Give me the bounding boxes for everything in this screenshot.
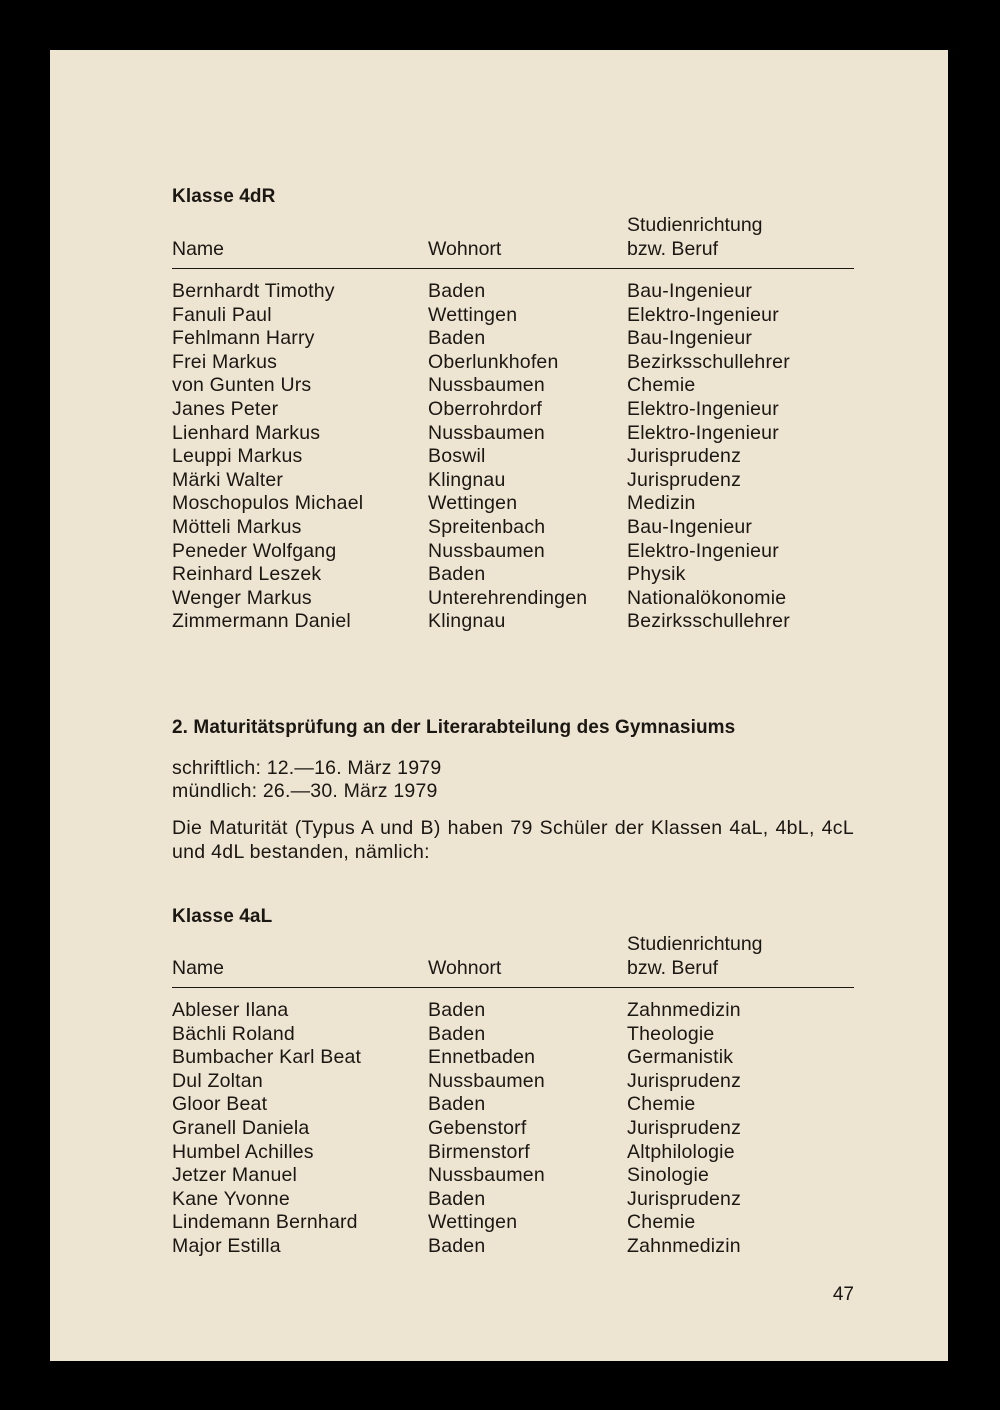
name-cell: Dul Zoltan <box>172 1069 263 1092</box>
wohnort-cell: Klingnau <box>428 610 506 633</box>
table-row <box>172 1235 854 1259</box>
studienrichtung-cell: Physik <box>627 563 686 586</box>
name-cell: Humbel Achilles <box>172 1140 314 1163</box>
name-cell: Ableser Ilana <box>172 999 289 1021</box>
name-cell: Bächli Roland <box>172 1022 295 1045</box>
table-row <box>172 280 854 304</box>
name-cell: Bumbacher Karl Beat <box>172 1046 362 1069</box>
studienrichtung-cell: Nationalökonomie <box>627 586 787 609</box>
name-header-1: Name <box>172 238 225 260</box>
studienrichtung-cell: Bezirksschullehrer <box>627 350 790 373</box>
name-cell: Wenger Markus <box>172 586 312 609</box>
beruf-label: bzw. Beruf <box>627 957 719 979</box>
studienrichtung-cell: Jurisprudenz <box>627 445 742 468</box>
table-row <box>172 1070 854 1094</box>
studienrichtung-cell: Chemie <box>627 1211 696 1234</box>
table-row <box>172 1188 854 1212</box>
studienrichtung-cell: Elektro-Ingenieur <box>627 421 779 444</box>
table-row <box>172 610 854 634</box>
table-row <box>172 327 854 351</box>
studienrichtung-cell: Zahnmedizin <box>627 999 741 1021</box>
table-row <box>172 1023 854 1047</box>
name-cell: Mötteli Markus <box>172 515 302 538</box>
name-cell: Zimmermann Daniel <box>172 610 351 633</box>
table-row <box>172 422 854 446</box>
wohnort-cell: Boswil <box>428 445 486 468</box>
exam-dates-oral: mündlich: 26.—30. März 1979 <box>172 780 438 802</box>
wohnort-cell: Baden <box>428 280 486 302</box>
class-4al-table <box>172 999 854 1259</box>
studienrichtung-label: Studienrichtung <box>627 933 763 955</box>
wohnort-cell: Baden <box>428 563 486 586</box>
wohnort-cell: Oberlunkhofen <box>428 350 559 373</box>
name-cell: Fehlmann Harry <box>172 327 315 350</box>
studienrichtung-cell: Jurisprudenz <box>627 1187 742 1210</box>
studienrichtung-header-2 <box>627 932 763 980</box>
studienrichtung-cell: Jurisprudenz <box>627 1069 742 1092</box>
wohnort-cell: Unterehrendingen <box>428 586 588 609</box>
table-row <box>172 516 854 540</box>
table-row <box>172 1117 854 1141</box>
wohnort-cell: Baden <box>428 327 486 350</box>
name-cell: Märki Walter <box>172 468 284 491</box>
table-row <box>172 351 854 375</box>
wohnort-cell: Baden <box>428 1234 486 1257</box>
table-row <box>172 398 854 422</box>
studienrichtung-cell: Elektro-Ingenieur <box>627 303 779 326</box>
studienrichtung-cell: Bezirksschullehrer <box>627 610 790 633</box>
table-row <box>172 1164 854 1188</box>
table-row <box>172 469 854 493</box>
wohnort-cell: Klingnau <box>428 468 506 491</box>
wohnort-cell: Nussbaumen <box>428 374 545 397</box>
table-row <box>172 304 854 328</box>
table-row <box>172 999 854 1023</box>
wohnort-cell: Baden <box>428 1187 486 1210</box>
table-row <box>172 1211 854 1235</box>
wohnort-cell: Wettingen <box>428 1211 518 1234</box>
name-cell: Moschopulos Michael <box>172 492 364 515</box>
document-page <box>50 50 948 1361</box>
studienrichtung-cell: Jurisprudenz <box>627 1116 742 1139</box>
table-row <box>172 1093 854 1117</box>
wohnort-cell: Wettingen <box>428 492 518 515</box>
page-number: 47 <box>832 1284 854 1305</box>
name-cell: Janes Peter <box>172 397 279 420</box>
studienrichtung-cell: Chemie <box>627 374 696 397</box>
name-cell: Fanuli Paul <box>172 303 272 326</box>
class-4dr-table <box>172 280 854 634</box>
studienrichtung-cell: Bau-Ingenieur <box>627 280 753 302</box>
studienrichtung-cell: Jurisprudenz <box>627 468 742 491</box>
wohnort-cell: Wettingen <box>428 303 518 326</box>
studienrichtung-cell: Zahnmedizin <box>627 1234 741 1257</box>
studienrichtung-cell: Sinologie <box>627 1164 710 1187</box>
wohnort-cell: Oberrohrdorf <box>428 397 543 420</box>
wohnort-header-2: Wohnort <box>428 957 502 979</box>
wohnort-cell: Nussbaumen <box>428 1164 545 1187</box>
table-row <box>172 587 854 611</box>
header-rule-1 <box>172 268 854 269</box>
studienrichtung-cell: Bau-Ingenieur <box>627 327 753 350</box>
name-cell: Granell Daniela <box>172 1116 310 1139</box>
studienrichtung-cell: Elektro-Ingenieur <box>627 397 779 420</box>
studienrichtung-cell: Altphilologie <box>627 1140 735 1163</box>
table-row <box>172 374 854 398</box>
studienrichtung-header-1 <box>627 213 763 261</box>
exam-dates-written: schriftlich: 12.—16. März 1979 <box>172 757 442 779</box>
table-row <box>172 1141 854 1165</box>
class-4dr-heading: Klasse 4dR <box>172 186 276 207</box>
wohnort-cell: Gebenstorf <box>428 1116 527 1139</box>
name-cell: von Gunten Urs <box>172 374 312 397</box>
section-2-heading: 2. Maturitätsprüfung an der Literarabteilung des Gymnasiums <box>172 717 736 738</box>
name-cell: Frei Markus <box>172 350 278 373</box>
name-cell: Lindemann Bernhard <box>172 1211 358 1234</box>
wohnort-cell: Nussbaumen <box>428 1069 545 1092</box>
wohnort-cell: Nussbaumen <box>428 421 545 444</box>
studienrichtung-cell: Medizin <box>627 492 696 515</box>
wohnort-cell: Birmenstorf <box>428 1140 530 1163</box>
table-row <box>172 540 854 564</box>
name-cell: Major Estilla <box>172 1234 281 1257</box>
studienrichtung-cell: Chemie <box>627 1093 696 1116</box>
beruf-label: bzw. Beruf <box>627 238 719 260</box>
name-cell: Jetzer Manuel <box>172 1164 298 1187</box>
wohnort-cell: Spreitenbach <box>428 515 546 538</box>
wohnort-cell: Baden <box>428 1022 486 1045</box>
section-2-paragraph: Die Maturität (Typus A und B) haben 79 Schüler der Klassen 4aL, 4bL, 4cL und 4dL bestanden, nämlich: <box>172 817 854 863</box>
name-cell: Lienhard Markus <box>172 421 321 444</box>
studienrichtung-cell: Bau-Ingenieur <box>627 515 753 538</box>
wohnort-cell: Baden <box>428 999 486 1021</box>
wohnort-header-1: Wohnort <box>428 238 502 260</box>
table-row <box>172 563 854 587</box>
table-row <box>172 492 854 516</box>
name-cell: Kane Yvonne <box>172 1187 290 1210</box>
studienrichtung-cell: Germanistik <box>627 1046 734 1069</box>
studienrichtung-cell: Theologie <box>627 1022 715 1045</box>
studienrichtung-label: Studienrichtung <box>627 214 763 236</box>
wohnort-cell: Nussbaumen <box>428 539 545 562</box>
name-cell: Leuppi Markus <box>172 445 303 468</box>
studienrichtung-cell: Elektro-Ingenieur <box>627 539 779 562</box>
name-cell: Peneder Wolfgang <box>172 539 337 562</box>
name-cell: Gloor Beat <box>172 1093 268 1116</box>
header-rule-2 <box>172 987 854 988</box>
wohnort-cell: Ennetbaden <box>428 1046 536 1069</box>
name-header-2: Name <box>172 957 225 979</box>
table-row <box>172 1046 854 1070</box>
table-row <box>172 445 854 469</box>
wohnort-cell: Baden <box>428 1093 486 1116</box>
name-cell: Bernhardt Timothy <box>172 280 335 302</box>
class-4al-heading: Klasse 4aL <box>172 906 273 927</box>
name-cell: Reinhard Leszek <box>172 563 322 586</box>
